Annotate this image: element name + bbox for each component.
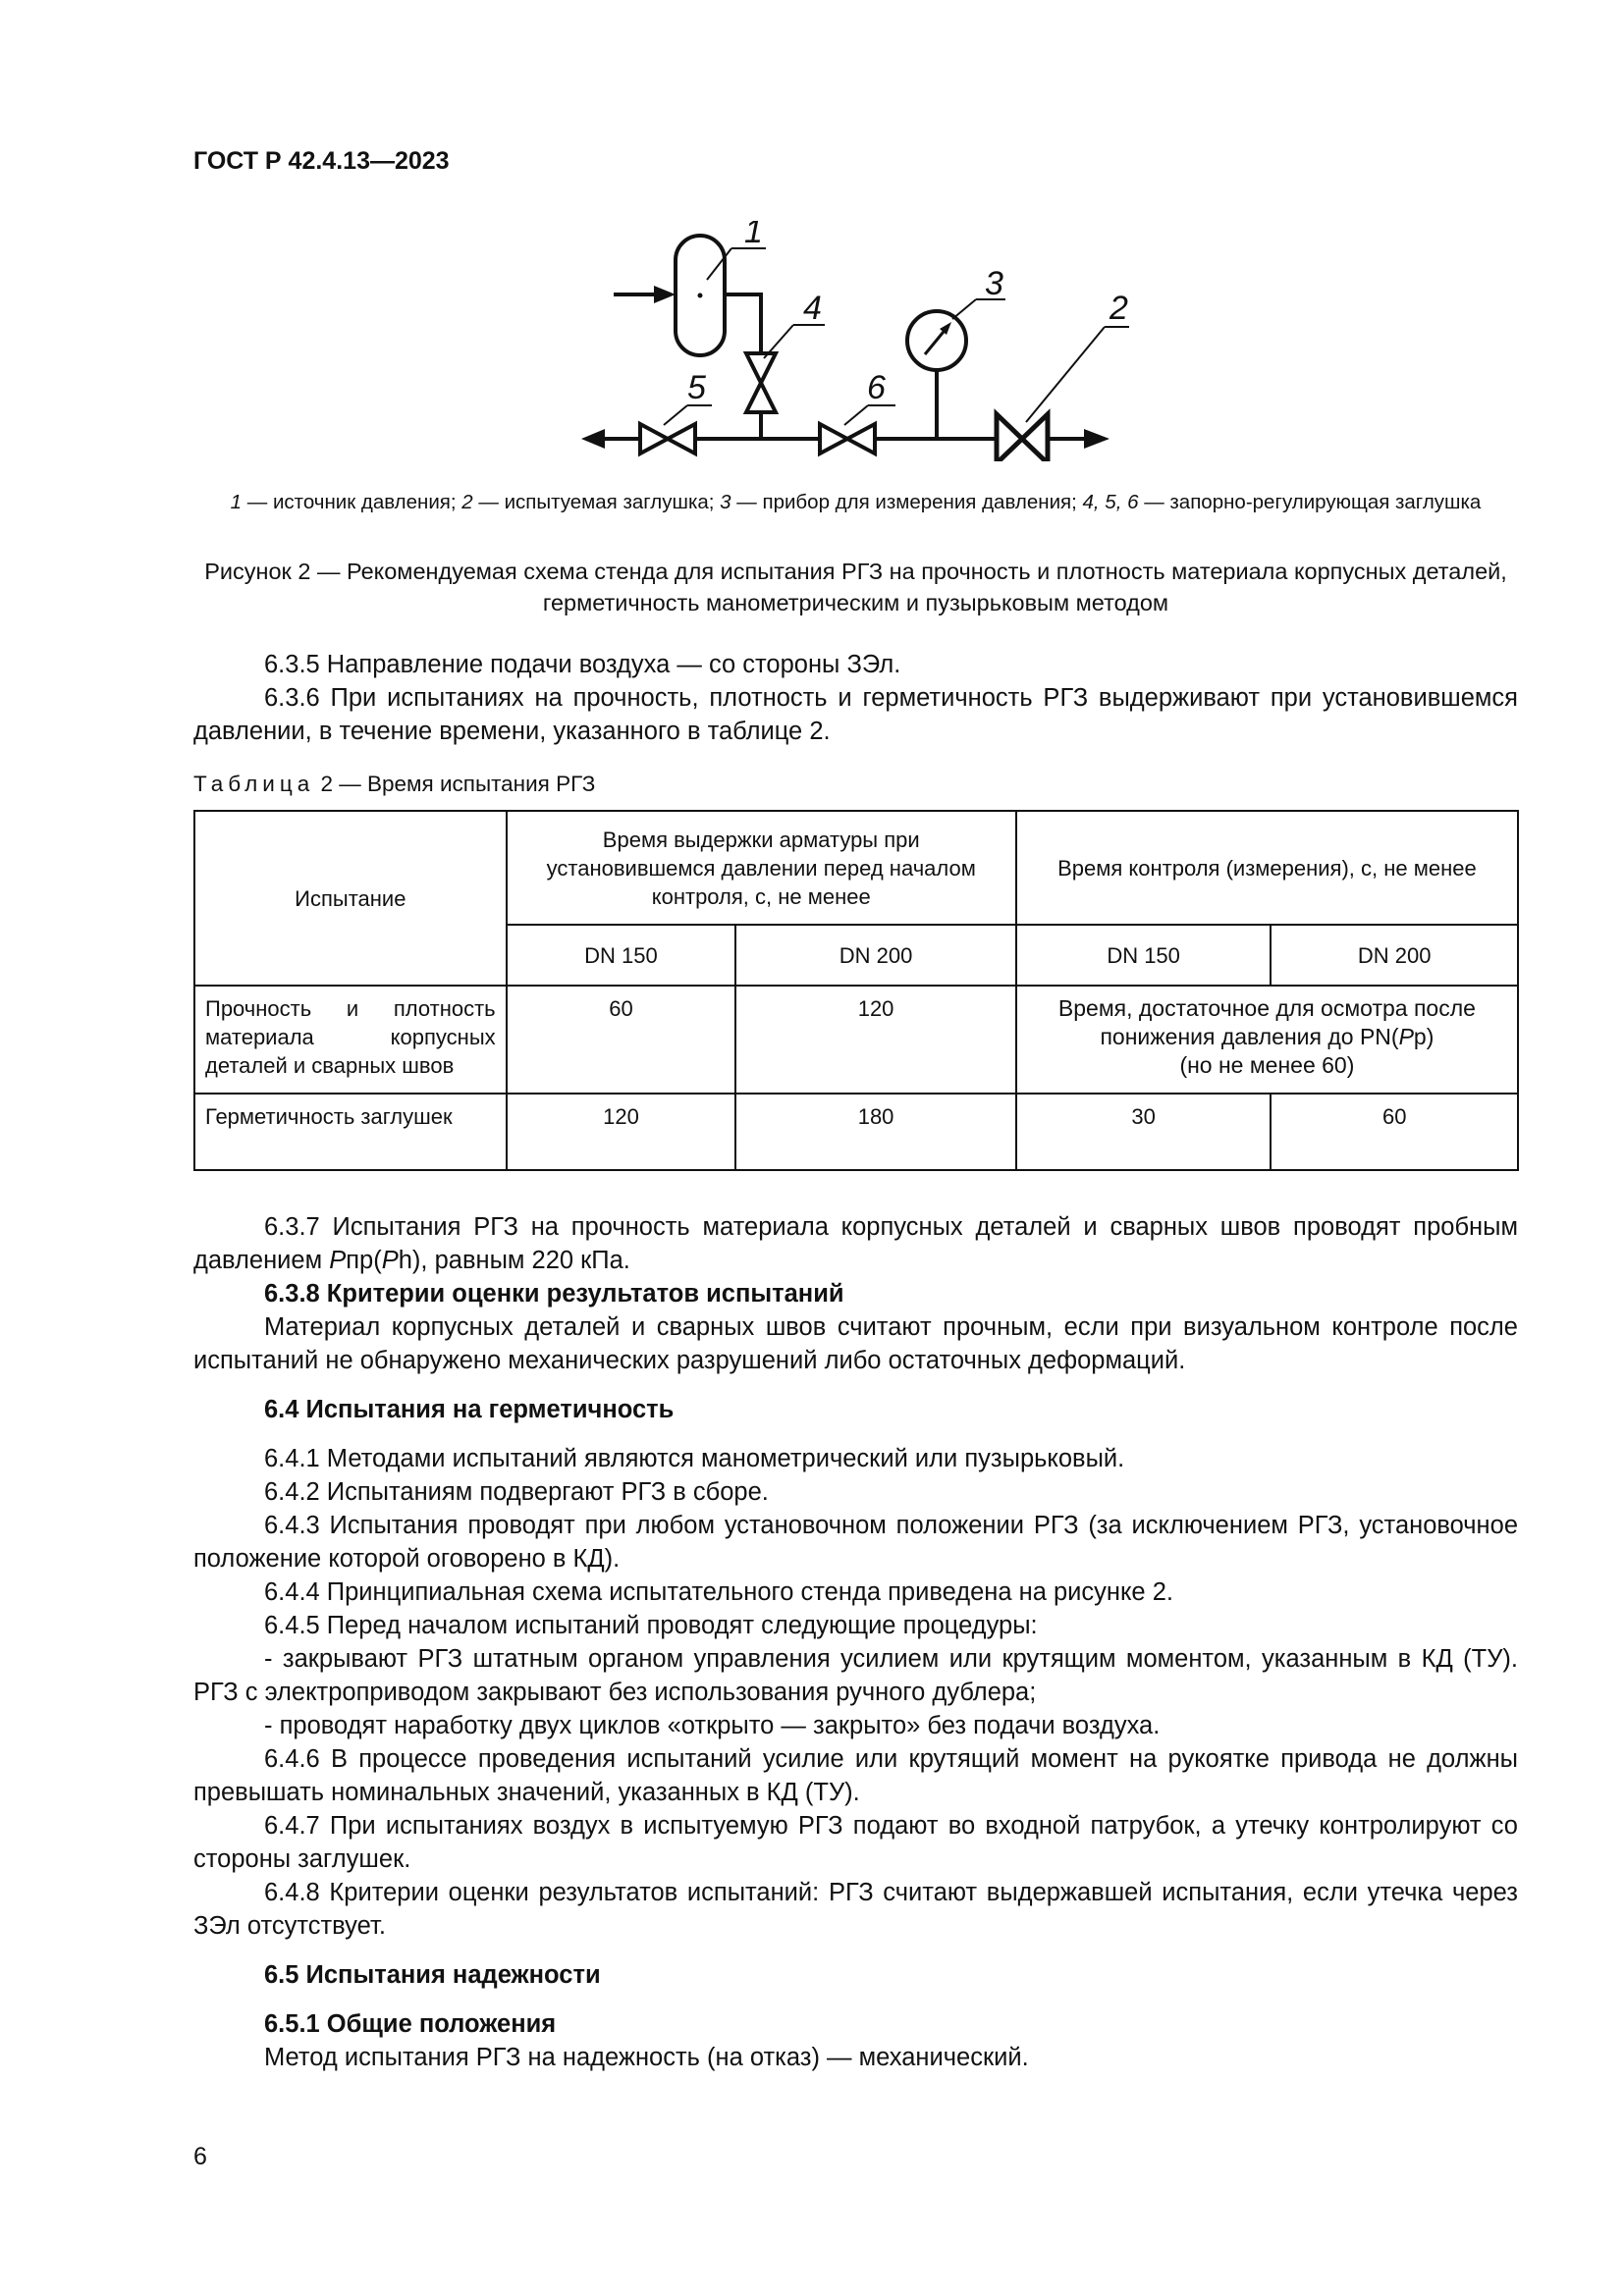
header-dn150-hold: DN 150 [507,925,736,986]
valve-5-icon [640,424,695,454]
cell-value: 30 [1016,1094,1272,1170]
paragraph-6-4-1: 6.4.1 Методами испытаний являются манометрический или пузырьковый. [264,1445,1125,1472]
paragraph-6-4-5-item-1: - закрывают РГЗ штатным органом управления усилием или крутящим моментом, указанным в КД (ТУ). РГЗ с электроприводом закрывают без использования ручного дублера; [193,1645,1518,1706]
heading-6-5: 6.5 Испытания надежности [264,1961,601,1989]
paragraph-6-4-8: 6.4.8 Критерии оценки результатов испытаний: РГЗ считают выдержавшей испытания, если утечка через ЗЭл отсутствует. [193,1879,1518,1940]
header-dn150-control: DN 150 [1016,925,1272,986]
header-control-time: Время контроля (измерения), с, не менее [1016,811,1518,925]
valve-6-icon [820,424,875,454]
label-2: 2 [1110,290,1128,327]
paragraph-6-4-7: 6.4.7 При испытаниях воздух в испытуемую РГЗ подают во входной патрубок, а утечку контролируют со стороны заглушек. [193,1812,1518,1873]
paragraph-6-4-4: 6.4.4 Принципиальная схема испытательного стенда приведена на рисунке 2. [264,1578,1173,1606]
cell-value: 120 [735,986,1016,1094]
cell-value: 60 [1271,1094,1518,1170]
vessel-outlet-pipe [725,294,761,353]
paragraph-6-3-6: 6.3.6 При испытаниях на прочность, плотность и герметичность РГЗ выдерживают при установившемся давлении, в течение времени, указанного в таблице 2. [193,684,1518,745]
section-text-1 [193,648,1518,748]
inlet-arrow [654,286,676,303]
cell-value: 60 [507,986,736,1094]
heading-6-4: 6.4 Испытания на герметичность [264,1396,675,1423]
figure-legend: 1 — источник давления; 2 — испытуемая заглушка; 3 — прибор для измерения давления; 4, 5, 6 — запорно-регулирующая заглушка [230,491,1482,513]
paragraph-6-3-7: 6.3.7 Испытания РГЗ на прочность материала корпусных деталей и сварных швов проводят пробным давлением Pпр(Ph), равным 220 кПа. [193,1213,1518,1274]
document-header: ГОСТ Р 42.4.13—2023 [193,147,450,175]
label-1: 1 [744,221,763,250]
label-3: 3 [985,265,1003,302]
cell-value: 180 [735,1094,1016,1170]
label-5: 5 [687,369,706,406]
table-row [194,1094,1518,1170]
test-time-table [193,810,1519,1171]
paragraph-6-5-1: Метод испытания РГЗ на надежность (на отказ) — механический. [264,2044,1029,2071]
header-dn200-hold: DN 200 [735,925,1016,986]
header-dn200-control: DN 200 [1271,925,1518,986]
paragraph-6-4-2: 6.4.2 Испытаниям подвергают РГЗ в сборе. [264,1478,769,1506]
outlet-arrow-left [581,429,605,449]
outlet-arrow-right [1084,429,1110,449]
label-6: 6 [867,369,886,406]
header-test: Испытание [194,811,507,986]
table-row [194,986,1518,1094]
cell-value: 120 [507,1094,736,1170]
paragraph-6-3-8: Материал корпусных деталей и сварных швов считают прочным, если при визуальном контроле после испытаний не обнаружено механических разрушений либо остаточных деформаций. [193,1313,1518,1374]
section-text-2 [193,1210,1518,2074]
heading-6-5-1: 6.5.1 Общие положения [264,2010,557,2038]
table-caption: Таблица 2 — Время испытания РГЗ [193,772,596,796]
test-stand-diagram [579,221,1129,461]
page-number: 6 [193,2143,207,2170]
tested-plug-2-icon [997,414,1048,461]
paragraph-6-4-5-item-2: - проводят наработку двух циклов «открыто — закрыто» без подачи воздуха. [264,1712,1161,1739]
cell-control-note: Время, достаточное для осмотра после понижения давления до PN(Pp) (но не менее 60) [1016,986,1518,1094]
paragraph-6-4-6: 6.4.6 В процессе проведения испытаний усилие или крутящий момент на рукоятке привода не должны превышать номинальных значений, указанных в КД (ТУ). [193,1745,1518,1806]
row-name: Прочность и плотность материала корпусных деталей и сварных швов [194,986,507,1094]
figure-caption: Рисунок 2 — Рекомендуемая схема стенда для испытания РГЗ на прочность и плотность материала корпусных деталей, герметичность манометрическим и пузырьковым методом [204,559,1507,615]
paragraph-6-4-3: 6.4.3 Испытания проводят при любом установочном положении РГЗ (за исключением РГЗ, установочное положение которой оговорено в КД). [193,1512,1518,1573]
paragraph-6-4-5: 6.4.5 Перед началом испытаний проводят следующие процедуры: [264,1612,1038,1639]
paragraph-6-3-5: 6.3.5 Направление подачи воздуха — со стороны ЗЭл. [264,651,901,678]
header-hold-time: Время выдержки арматуры при установившемся давлении перед началом контроля, с, не менее [507,811,1016,925]
row-name: Герметичность заглушек [194,1094,507,1170]
valve-4-icon [746,353,776,412]
heading-6-3-8: 6.3.8 Критерии оценки результатов испытаний [264,1280,844,1308]
label-4: 4 [803,290,822,327]
